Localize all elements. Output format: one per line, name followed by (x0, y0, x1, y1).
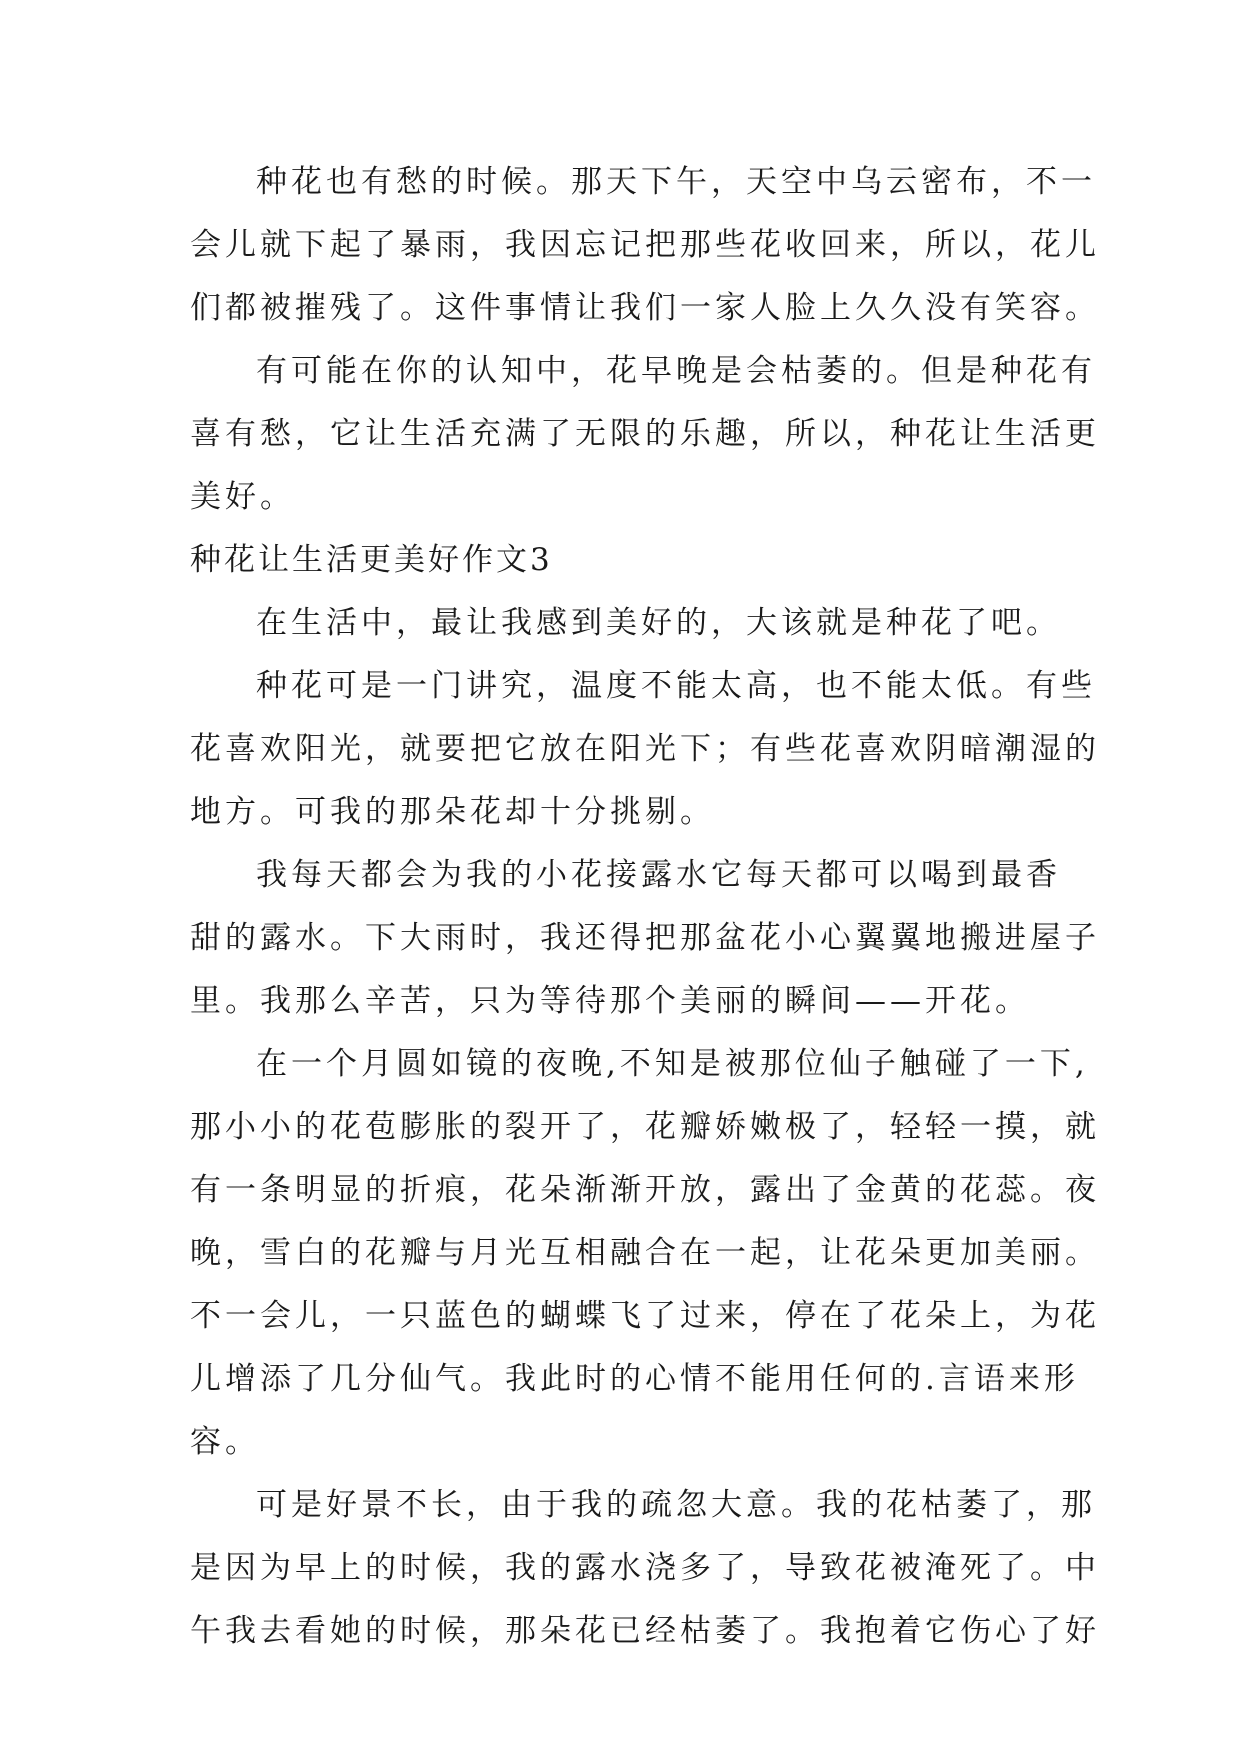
paragraph-line: 有一条明显的折痕，花朵渐渐开放，露出了金黄的花蕊。夜 (190, 1172, 1100, 1208)
paragraph-line: 不一会儿，一只蓝色的蝴蝶飞了过来，停在了花朵上，为花 (190, 1298, 1100, 1334)
paragraph-line: 地方。可我的那朵花却十分挑剔。 (190, 794, 715, 830)
paragraph-line: 容。 (190, 1424, 260, 1460)
paragraph-line: 们都被摧残了。这件事情让我们一家人脸上久久没有笑容。 (190, 290, 1100, 326)
section-heading: 种花让生活更美好作文3 (190, 542, 553, 578)
paragraph-line: 儿增添了几分仙气。我此时的心情不能用任何的.言语来形 (190, 1361, 1079, 1397)
paragraph-line: 可是好景不长，由于我的疏忽大意。我的花枯萎了，那 (256, 1487, 1096, 1523)
paragraph-line: 我每天都会为我的小花接露水它每天都可以喝到最香 (256, 857, 1061, 893)
paragraph-line: 晚，雪白的花瓣与月光互相融合在一起，让花朵更加美丽。 (190, 1235, 1100, 1271)
paragraph-line: 会儿就下起了暴雨，我因忘记把那些花收回来，所以，花儿 (190, 227, 1100, 263)
paragraph-line: 花喜欢阳光，就要把它放在阳光下；有些花喜欢阴暗潮湿的 (190, 731, 1100, 767)
paragraph-line: 在生活中，最让我感到美好的，大该就是种花了吧。 (256, 605, 1061, 641)
paragraph-line: 是因为早上的时候，我的露水浇多了，导致花被淹死了。中 (190, 1550, 1100, 1586)
paragraph-line: 种花可是一门讲究，温度不能太高，也不能太低。有些 (256, 668, 1096, 704)
paragraph-line: 美好。 (190, 479, 295, 515)
paragraph-line: 喜有愁，它让生活充满了无限的乐趣，所以，种花让生活更 (190, 416, 1100, 452)
paragraph-line: 甜的露水。下大雨时，我还得把那盆花小心翼翼地搬进屋子 (190, 920, 1100, 956)
paragraph-line: 午我去看她的时候，那朵花已经枯萎了。我抱着它伤心了好 (190, 1613, 1100, 1649)
paragraph-line: 在一个月圆如镜的夜晚,不知是被那位仙子触碰了一下, (256, 1046, 1089, 1082)
paragraph-line: 里。我那么辛苦，只为等待那个美丽的瞬间——开花。 (190, 983, 1030, 1019)
paragraph-line: 有可能在你的认知中，花早晚是会枯萎的。但是种花有 (256, 353, 1096, 389)
paragraph-line: 种花也有愁的时候。那天下午，天空中乌云密布，不一 (256, 164, 1096, 200)
paragraph-line: 那小小的花苞膨胀的裂开了，花瓣娇嫩极了，轻轻一摸，就 (190, 1109, 1100, 1145)
